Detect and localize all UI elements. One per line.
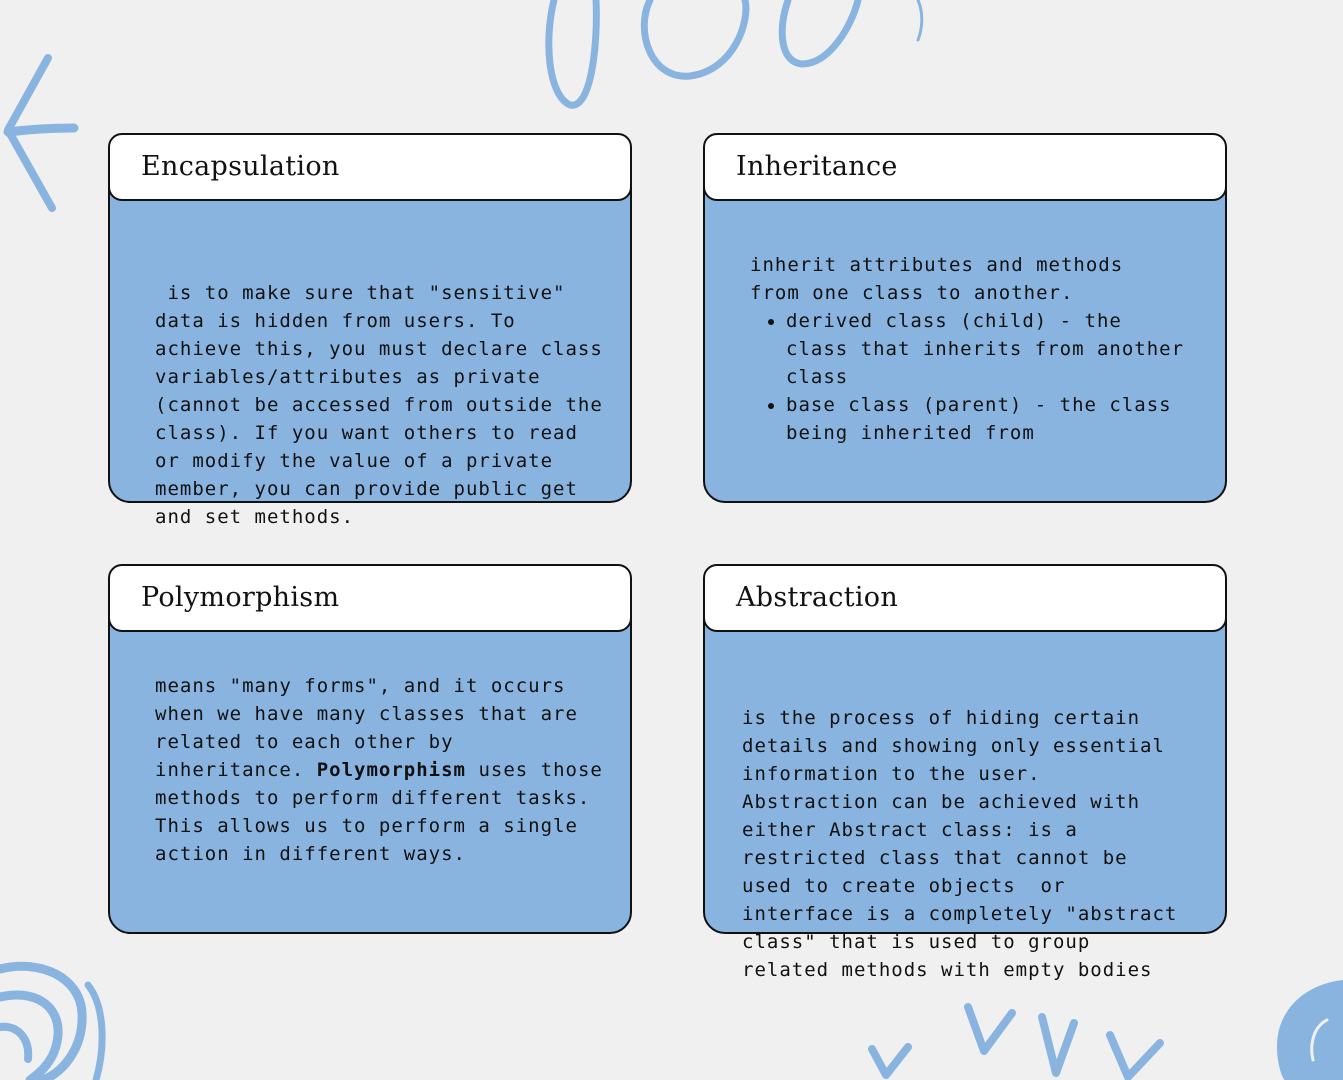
polymorphism-card [108,564,632,934]
polymorphism-text-start: means "many forms", and it occurs when we have many classes that are related to each other by inheritance. [155,675,578,781]
inheritance-title: Inheritance [736,151,898,182]
inheritance-card [703,133,1227,503]
arrow-left-icon [0,50,90,220]
inheritance-card-header [703,133,1227,201]
inheritance-body [750,251,1185,447]
inheritance-intro: inherit attributes and methods from one class to another. [750,254,1124,304]
inheritance-bullet-derived: • derived class (child) - the class that inherits from another class [786,307,1185,391]
swirl-doodle-icon [0,955,115,1080]
encapsulation-card [108,133,632,528]
abstraction-card [703,564,1227,981]
inheritance-bullet-base: • base class (parent) - the class being inherited from [786,391,1185,447]
inheritance-list [750,307,1185,447]
abstraction-card-header [703,564,1227,632]
polymorphism-card-header [108,564,632,632]
encapsulation-card-header [108,133,632,201]
polymorphism-text-end: uses those methods to perform different tasks. This allows us to perform a single action in different ways. [155,759,603,865]
encapsulation-title: Encapsulation [141,151,340,182]
abstraction-body [742,648,1189,1040]
polymorphism-bold-term: Polymorphism [316,759,466,781]
abstraction-title: Abstraction [736,582,899,613]
encapsulation-body [155,223,616,587]
polymorphism-title: Polymorphism [141,582,340,613]
encapsulation-text: is to make sure that "sensitive" data is hidden from users. To achieve this, you must declare class variables/attributes as private (cannot be accessed from outside the class). If you want others to read or modify the value of a private member, you can provide public get and set methods. [155,282,616,528]
circle-doodle-icon [1265,970,1343,1080]
polymorphism-body [155,672,606,868]
loops-doodle-icon [540,0,940,115]
polymorphism-text [155,672,606,868]
abstraction-text: is the process of hiding certain details and showing only essential information to the user. Abstraction can be achieved with either Abstract class: is a restricted class that cannot be used to create objects or interface is a completely "abstract class" that is used to group related methods with empty bodies [742,707,1190,981]
